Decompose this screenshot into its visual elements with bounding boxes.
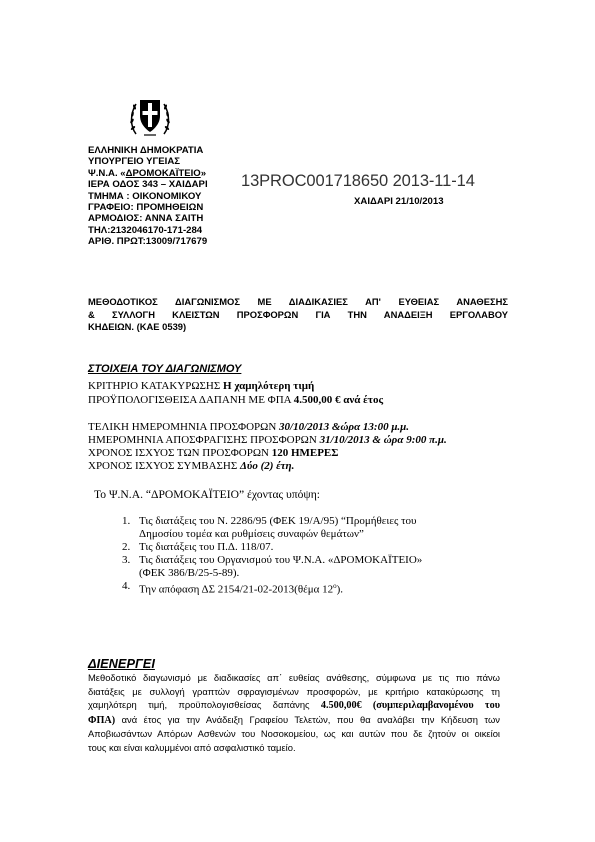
paragraph-line: [88, 713, 500, 728]
opening-value: 31/10/2013 & ώρα 9:00 π.μ.: [319, 434, 447, 446]
paragraph-line: [88, 698, 500, 713]
budget-value: 4.500,00 € ανά έτος: [293, 394, 384, 406]
budget-amount-bold: 4.500,00€ (συμπεριλαμβανομένου του: [320, 700, 501, 712]
place-and-date: ΧΑΙΔΑΡΙ 21/10/2013: [354, 196, 444, 207]
hospital-suffix: »: [200, 167, 207, 179]
header-line-phone: ΤΗΛ:2132046170-171-284: [88, 224, 203, 236]
list-item-text: Δημοσίου τομέα και ρυθμίσεις συναφών θεμάτων”: [139, 528, 364, 540]
opening-label: ΗΜΕΡΟΜΗΝΙΑ ΑΠΟΣΦΡΑΓΙΣΗΣ ΠΡΟΣΦΟΡΩΝ: [88, 434, 320, 446]
list-item-text: (ΦΕΚ 386/Β/25-5-89).: [139, 567, 240, 579]
header-line-protocol-number: ΑΡΙΘ. ΠΡΩΤ:13009/717679: [88, 236, 208, 248]
section-heading-tender-details: ΣΤΟΙΧΕΙΑ ΤΟΥ ΔΙΑΓΩΝΙΣΜΟΥ: [88, 363, 242, 375]
list-item: [122, 554, 422, 580]
contract-duration-value: Δύο (2) έτη.: [240, 460, 295, 472]
title-line-1: ΜΕΘΟΔΟΤΙΚΟΣ ΔΙΑΓΩΝΙΣΜΟΣ ΜΕ ΔΙΑΔΙΚΑΣΙΕΣ ΑΠ' ΕΥΘΕΙΑΣ ΑΝΑΘΕΣΗΣ: [88, 296, 508, 307]
header-line-republic: ΕΛΛΗΝΙΚΗ ΔΗΜΟΚΡΑΤΙΑ: [88, 145, 204, 156]
paragraph-text: ανά έτος για την Ανάδειξη Γραφείου Τελετών, που θα αναλάβει την Κήδευση των: [115, 713, 500, 725]
header-line-ministry: ΥΠΟΥΡΓΕΙΟ ΥΓΕΙΑΣ: [88, 156, 181, 168]
paragraph-line: Αποβιωσάντων Απόρων Ασθενών του Νοσοκομείου, ως και αυτών που δε ζητούν οι οικείοι: [88, 728, 500, 740]
list-item-number: 3.: [122, 554, 131, 566]
offer-validity-line: [88, 447, 338, 459]
paragraph-line: τους και είναι καλυμμένοι από ασφαλιστικό ταμείο.: [88, 741, 296, 753]
paragraph-line: διατάξεις με συλλογή γραπτών σφραγισμένων προσφορών, με κριτήριο κατακύρωσης τη: [88, 685, 500, 697]
criterion-value: Η χαμηλότερη τιμή: [223, 380, 315, 392]
title-line-2: & ΣΥΛΛΟΓΗ ΚΛΕΙΣΤΩΝ ΠΡΟΣΦΟΡΩΝ ΓΙΑ ΤΗΝ ΑΝΑΔΕΙΞΗ ΕΡΓΟΛΑΒΟΥ: [88, 308, 508, 320]
list-item-text: Τις διατάξεις του Ν. 2286/95 (ΦΕΚ 19/Α/95) “Προμήθειες του: [139, 515, 417, 527]
contract-duration-label: ΧΡΟΝΟΣ ΙΣΧΥΟΣ ΣΥΜΒΑΣΗΣ: [88, 460, 241, 472]
paragraph-line: Μεθοδοτικό διαγωνισμό με διαδικασίες απ΄ ευθείας ανάθεσης, σύμφωνα με τις πιο πάνω: [88, 672, 500, 683]
budget-line: [88, 394, 383, 406]
conducts-paragraph: [88, 671, 500, 755]
section-heading-conducts: ΔΙΕΝΕΡΓΕΙ: [88, 656, 155, 671]
header-line-office: ΓΡΑΦΕΙΟ: ΠΡΟΜΗΘΕΙΩΝ: [88, 202, 204, 214]
list-item: [122, 580, 422, 597]
contract-duration-line: [88, 460, 294, 472]
considerations-intro: Το Ψ.Ν.Α. “ΔΡΟΜΟΚΑΪΤΕΙΟ” έχοντας υπόψη:: [94, 488, 320, 501]
header-line-hospital: [88, 168, 208, 179]
offer-validity-label: ΧΡΟΝΟΣ ΙΣΧΥΟΣ ΤΩΝ ΠΡΟΣΦΟΡΩΝ: [88, 447, 272, 459]
deadline-line: [88, 421, 409, 433]
decision-text-end: ).: [336, 583, 344, 596]
hospital-name: ΔΡΟΜΟΚΑΪΤΕΙΟ: [125, 167, 201, 179]
list-item-number: 4.: [122, 580, 131, 592]
considerations-list: [122, 515, 422, 597]
deadline-value: 30/10/2013 &ώρα 13:00 μ.μ.: [279, 421, 410, 433]
header-line-address: ΙΕΡΑ ΟΔΟΣ 343 – ΧΑΙΔΑΡΙ: [88, 179, 208, 191]
list-item-number: 1.: [122, 515, 131, 527]
decision-text: Την απόφαση ΔΣ 2154/21-02-2013(θέμα 12: [139, 583, 334, 596]
budget-label: ΠΡΟΫΠΟΛΟΓΙΣΘΕΙΣΑ ΔΑΠΑΝΗ ΜΕ ΦΠΑ: [88, 394, 294, 406]
greek-coat-of-arms-emblem: [128, 94, 172, 140]
list-item: [122, 515, 422, 541]
hospital-prefix: Ψ.Ν.Α. «: [88, 167, 126, 179]
title-line-3: ΚΗΔΕΙΩΝ. (ΚΑΕ 0539): [88, 321, 187, 333]
criterion-line: [88, 380, 314, 392]
list-item-number: 2.: [122, 541, 131, 553]
header-line-responsible: ΑΡΜΟΔΙΟΣ: ΑΝΝΑ ΣΑΙΤΗ: [88, 213, 204, 225]
procurement-code-stamp: 13PROC001718650 2013-11-14: [241, 172, 475, 190]
header-line-department: ΤΜΗΜΑ : ΟΙΚΟΝΟΜΙΚΟΥ: [88, 190, 202, 202]
list-item-text: [139, 580, 422, 597]
ordinal-superscript: ο: [333, 582, 337, 590]
paragraph-text: χαμηλότερη τιμή, προϋπολογισθείσας δαπάνης: [88, 699, 321, 711]
offer-validity-value: 120 ΗΜΕΡΕΣ: [271, 447, 339, 459]
document-title: [88, 296, 508, 334]
list-item: [122, 541, 422, 554]
vat-bold: ΦΠΑ): [88, 714, 116, 726]
opening-line: [88, 434, 447, 446]
list-item-text: Τις διατάξεις του Οργανισμού του Ψ.Ν.Α. «ΔΡΟΜΟΚΑΪΤΕΙΟ»: [139, 554, 423, 566]
sender-header-block: [88, 145, 208, 248]
deadline-label: ΤΕΛΙΚΗ ΗΜΕΡΟΜΗΝΙΑ ΠΡΟΣΦΟΡΩΝ: [88, 421, 280, 433]
criterion-label: ΚΡΙΤΗΡΙΟ ΚΑΤΑΚΥΡΩΣΗΣ: [88, 380, 224, 392]
list-item-text: Τις διατάξεις του Π.Δ. 118/07.: [139, 541, 274, 553]
